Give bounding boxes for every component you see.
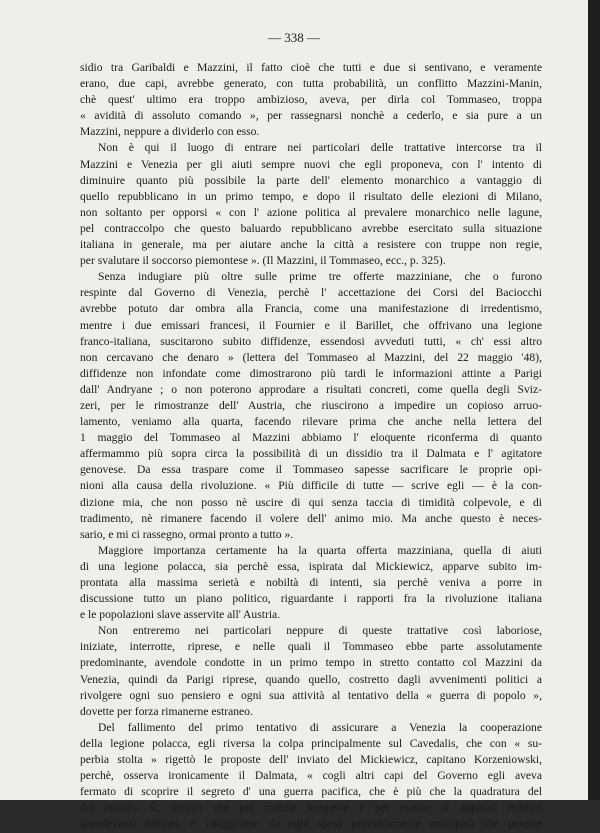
text-line: diffidenze non infondate come dimostrarono più tardi le informazioni attinte a Parigi (80, 366, 542, 380)
text-line: Venezia, quindi da Parigi riprese, quando quello, costretto dagli avvenimenti politici a (80, 672, 542, 686)
text-line: sario, e mi ci rassegno, ormai pronto a tutto ». (80, 527, 294, 541)
text-line: mentre i due emissari francesi, il Fournier e il Barillet, che offrivano una legione (80, 318, 542, 332)
text-line: discussione tutto un piano politico, riguardante i rapporti fra la rivoluzione italiana (80, 592, 542, 606)
text-line: perchè, osserva ironicamente il Dalmata, « cogli altri capi del Governo egli aveva (80, 769, 542, 783)
text-line: italiana in generale, ma per aiutare anche la città a resistere con truppe non regie, (80, 238, 542, 252)
text-line: dizione mia, che non posso nè uscire di qui senza taccia di timidità colpevole, e di (80, 495, 542, 509)
body-text (80, 60, 542, 833)
text-line: Mazzini, neppure a dividerlo con esso. (80, 125, 260, 139)
text-line: Maggiore importanza certamente ha la quarta offerta mazziniana, quella di aiuti (98, 543, 542, 557)
text-line: del circolo. E, intanto che per milizie inesperte e per mostre d' apparati militari (80, 801, 542, 815)
text-line: tradimento, nè rimanere facendo il volere dell' animo mio. Ma anche questo è neces- (80, 511, 542, 525)
text-line: pel contraccolpo che questo baluardo repubblicano avrebbe esercitato sulla situazione (80, 221, 542, 235)
text-line: sidio tra Garibaldi e Mazzini, il fatto cioè che tutti e due si sentivano, e veramente (80, 61, 542, 74)
text-line: respinte dal Governo di Venezia, perchè l' accettazione dei Corsi del Baciocchi (80, 286, 542, 300)
text-line: rivolgere ogni suo pensiero e ogni sua attività al tentativo della « guerra di popolo », (80, 688, 542, 702)
page-number: — 338 — (268, 30, 320, 45)
text-line: della legione polacca, egli riversa la colpa principalmente sul Cavedalis, che con « su- (80, 736, 542, 750)
text-line: non cercavano che denaro » (lettera del Tommaseo al Mazzini, del 22 maggio '48), (80, 350, 542, 364)
text-line: dall' Andryane ; o non poterono approdare a risultati concreti, come quella degli Sviz- (80, 382, 542, 396)
text-line: di una legione polacca, sia perchè essa, ispirata dal Mickiewicz, apparve subito im- (80, 559, 542, 573)
text-line: Non entreremo nei particolari neppure di queste trattative così laboriose, (98, 624, 542, 638)
text-line: Del fallimento del primo tentativo di assicurare a Venezia la cooperazione (98, 720, 542, 734)
text-line: dovette per forza rimanerne estraneo. (80, 704, 253, 718)
text-line: perbia stolta » rigettò le proposte dell' inviato del Mickiewicz, capitano Korzeniowski, (80, 753, 542, 767)
text-line: genovese. Da essa traspare come il Tommaseo sapesse sacrificare le proprie opi- (80, 463, 542, 477)
text-line: predominante, avendole condotte in un primo tempo in stretto contatto col Mazzini da (80, 656, 542, 670)
text-line: « avidità di assoluto comando », per rassegnarsi nonchè a cederlo, e sia pure a un (80, 109, 542, 123)
text-line: lamento, veniamo alla quarta, facendo rilevare prima che anche nella lettera del (80, 415, 542, 429)
text-line: zeri, per le rimostranze dell' Austria, che riuscirono a impedire un copioso arruo- (80, 398, 542, 412)
text-line: Mazzini e Venezia per gli aiuti sempre nuovi che egli proponeva, con l' intento di (80, 157, 542, 171)
text-line: quello repubblicano in un primo tempo, e dopo il risultato delle elezioni di Milano, (80, 189, 542, 203)
text-line: Senza indugiare più oltre sulle prime tre offerte mazziniane, che o furono (98, 270, 542, 284)
text-line: avrebbe potuto dar ombra alla Francia, come una manifestazione di irredentismo, (80, 302, 542, 316)
text-line: diminuire quanto più possibile la parte dell' elemento monarchico a vantaggio di (80, 173, 542, 187)
text-line: fermato di scoprire il segreto d' una guerra pacifica, che è più che la quadratura del (80, 785, 542, 799)
text-line: iniziate, interrotte, riprese, e nelle quali il Tommaseo ebbe parte assolutamente (80, 640, 542, 654)
text-line: 1 maggio del Tommaseo al Mazzini abbiamo l' eloquente riconferma di quanto (80, 431, 542, 445)
text-line: Non è qui il luogo di entrare nei particolari delle trattative intercorse tra il (98, 141, 542, 155)
text-line: prontata alla massima serietà e nobiltà di intenti, sia perchè veniva a porre in (80, 576, 542, 589)
scan-edge (588, 0, 600, 800)
text-line: non soltanto per opporsi « con l' azione politica al prevalere monarchico nelle lagune, (80, 205, 542, 219)
text-line: spendevansi milioni, e' rifuggivano da ogni spesa provvidamente anticipata che potesse (80, 817, 542, 831)
text-line: per svalutare il soccorso piemontese ». (Il Mazzini, il Tommaseo, ecc., p. 325). (80, 254, 446, 268)
text-line: franco-italiana, suscitarono subito diffidenze, essendosi avveduti tutti, « ch' essi altro (80, 334, 542, 348)
text-line: erano, due capi, avrebbe generato, con tutta probabilità, un conflitto Mazzini-Manin, (80, 77, 542, 91)
text-line: e le popolazioni slave asservite all' Austria. (80, 608, 281, 622)
text-line: nioni alla causa della rivoluzione. « Più difficile di tutte — scrive egli — è la con- (80, 479, 542, 493)
text-line: chè quest' ultimo era troppo ambizioso, aveva, per dirla col Tommaseo, troppa (80, 93, 542, 107)
text-line: affermammo più sopra circa la possibilità di un dissidio tra il Dalmata e l' agitatore (80, 447, 542, 461)
